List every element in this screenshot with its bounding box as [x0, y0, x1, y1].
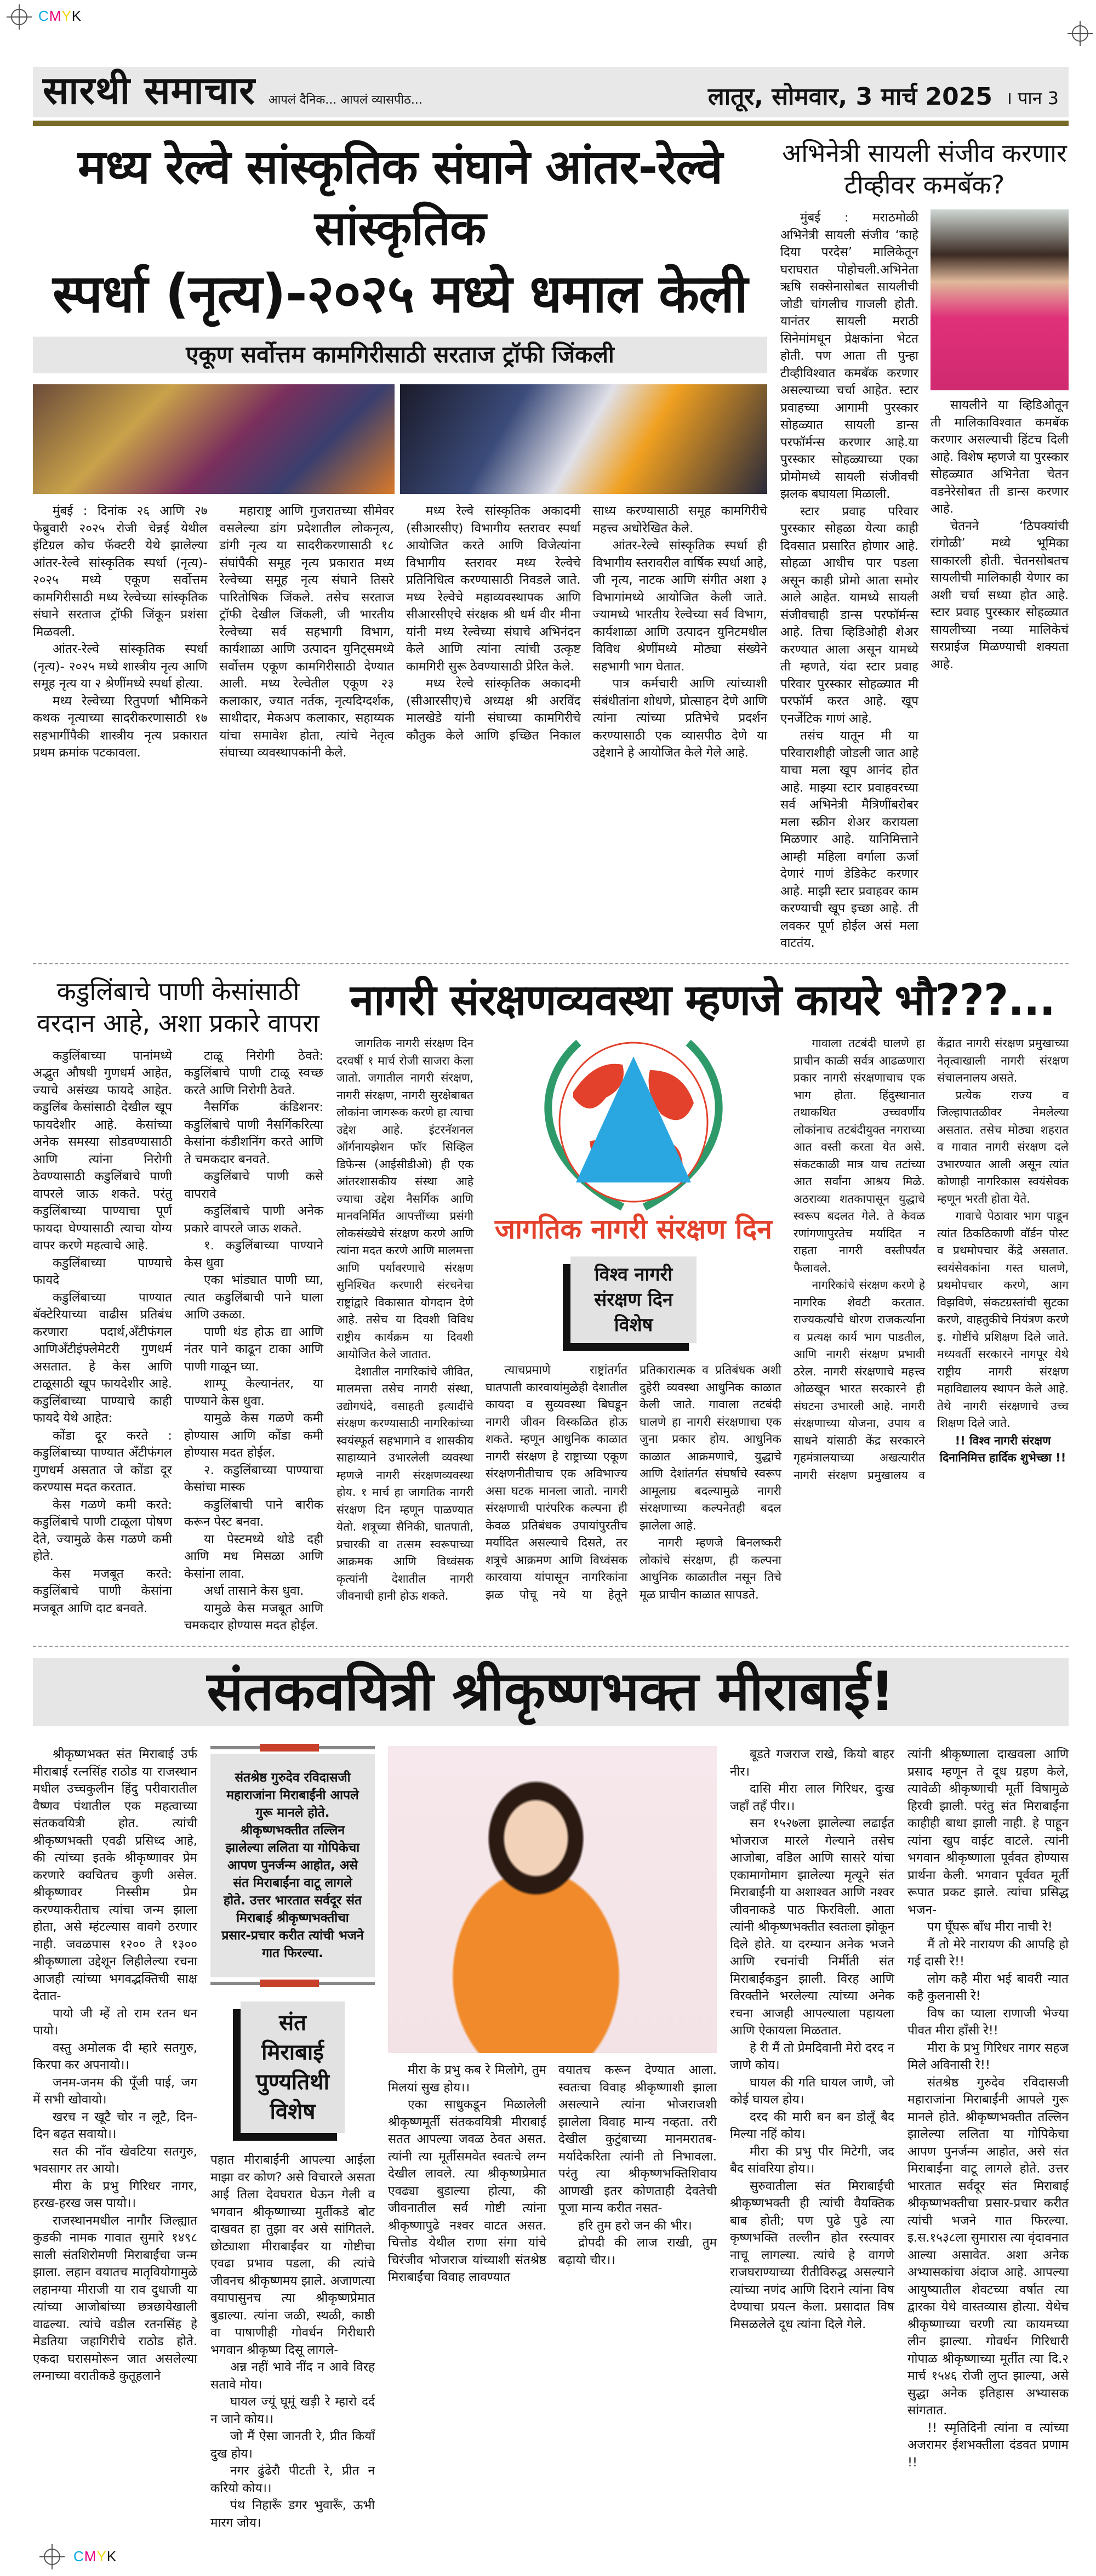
mirabai-col6 — [907, 1746, 1069, 2471]
civil-defence-col-center — [486, 1362, 781, 1603]
cmyk-mark-top — [38, 8, 82, 25]
bottom-print-marks — [44, 2548, 1069, 2565]
paragraph: प्रत्येक राज्य व जिल्हापातळीवर नेमलेल्या असतात. तसेच मोठ्या शहरात व गावात नागरी संरक्षण दले उभारण्यात आली असून त्यांत कोणाही नागरिकास स्वयंसेवक म्हणून भरती होता येते. — [937, 1088, 1069, 1205]
civil-defence-logo-caption: जागतिक नागरी संरक्षण दिन — [494, 1213, 773, 1246]
masthead — [33, 67, 1069, 117]
special-box-line: मिराबाई — [261, 2040, 324, 2066]
verse-line: अन्न नहीं भावे नींद न आवे विरह सतावे मोय। — [210, 2360, 375, 2392]
verse-line: बूडते गजराज राखे, कियो बाहर नीर। — [730, 1747, 894, 1779]
paragraph: पहात मीराबाईंनी आपल्या आईला माझा वर कोण? असे विचारले असता आई तिला देवघरात घेऊन गेली व भगवान श्रीकृष्णाच्या मुर्तीकडे बोट दाखवत हा तुझा वर असे सांगितले. छोट्याशा मीराबाईंवर या गोष्टीचा एवढा प्रभाव पडला, की त्यांचे जीवनच श्रीकृष्णमय झाले. अजाणत्या वयापासुनच त्या श्रीकृष्णप्रेमात बुडाल्या. त्यांना जळी, स्थळी, काष्ठी वा पाषाणीही गोवर्धन गिरीधारी भगवान श्रीकृष्ण दिसू लागले- — [210, 2153, 375, 2357]
paragraph: मध्य रेल्वे सांस्कृतिक अकादमी (सीआरसीए)चे अध्यक्ष श्री अरविंद मालखेडे यांनी संघाच्या कामगिरीचे कौतुक केले आणि इच्छित निकाल साध्य करण्यासाठी समूह कामगिरीचे महत्त्व अधोरेखित केले. — [406, 504, 767, 743]
lead-headline — [33, 137, 767, 328]
mirabai-col5 — [730, 1746, 894, 2333]
masthead-rule — [33, 121, 1069, 126]
paragraph: सुरुवातीला संत मिराबाईंची श्रीकृष्णभक्ती ही त्यांची वैयक्तिक बाब होती; पण पुढे पुढे त्या कृष्णभक्ति तल्लीन होत रस्त्यावर नाचू लागल्या. त्यांचे हे वागणे राजघराण्याच्या रीतीविरुद्ध असल्याने त्यांच्या नणंद आणि दिराने त्यांना विष देण्याचा प्रयत्न केला. प्रसादात विष मिसळलेले दूध त्यांना दिले गेले. — [730, 2179, 894, 2332]
verse-line: मीरा की प्रभु पीर मिटेगी, जद बैद सांवरिया होय।। — [730, 2144, 894, 2176]
actress-story-columns — [780, 201, 1069, 952]
paragraph: कडुलिंबाच्या पाण्यात बॅक्टेरियाच्या वाढीस प्रतिबंध करणारा पदार्थ,अँटीफंगल आणिअँटीइंफ्लेमेटरी गुणधर्म असतात. हे केस आणि टाळूसाठी खूप फायदेशीर आहे. कडुलिंबाच्या पाण्याचे काही फायदे येथे आहेत: — [33, 1290, 172, 1425]
mirabai-quote-box — [210, 1746, 375, 1985]
paragraph: यामुळे केस गळणे कमी होण्यास आणि कोंडा कमी होण्यास मदत होईल. — [184, 1411, 323, 1460]
paragraph: !! विश्व नागरी संरक्षण दिनानिमित्त हार्दिक शुभेच्छा !! — [939, 1434, 1066, 1465]
verse-line: हे री मैं तो प्रेमदिवानी मेरो दरद न जाणे कोय। — [730, 2040, 894, 2073]
special-box-line: संत — [279, 2010, 306, 2036]
paragraph: एका साधुकडून मिळालेली श्रीकृष्णमूर्ती संतकवयित्री मीराबाई सतत आपल्या जवळ ठेवत असत. त्यांनी त्या मूर्तीसमवेत स्वतःचे लग्न देखील लावले. त्या श्रीकृष्णप्रेमात एवढ्या बुडाल्या होत्या, की जीवनातील सर्व गोष्टी त्यांना श्रीकृष्णापुढे नश्वर वाटत असत. चित्तोड येथील राणा संगा यांचे चिरंजीव भोजराज यांच्याशी संतश्रेष्ठ मिराबाईंचा विवाह लावण्यात — [388, 2097, 546, 2285]
special-box-line: विश्व नागरी — [594, 1264, 673, 1286]
paragraph: मुंबई : मराठमोळी अभिनेत्री सायली संजीव ‘काहे दिया परदेस’ मालिकेतून घराघरात पोहोचली.अभिनेता ऋषि सक्सेनासोबत सायलीची जोडी चांगलीच गाजली होती. यानंतर सायली मराठी सिनेमांमधून प्रेक्षकांना भेटत होती. पण आता ती पुन्हा टीव्हीविश्वात कमबॅक करणार असल्याच्या चर्चा आहेत. स्टार प्रवाहच्या आगामी पुरस्कार सोहळ्यात सायली डान्स परफॉर्मन्स करणार आहे.या पुरस्कार सोहळ्याच्या एका प्रोमोमध्ये सायली संजीवची झलक बघायला मिळाली. — [780, 211, 918, 501]
lead-headline-line1: मध्य रेल्वे सांस्कृतिक संघाने आंतर-रेल्वे सांस्कृतिक — [78, 140, 722, 256]
special-box-line: पुण्यतिथी — [256, 2069, 329, 2095]
newspaper-tagline: आपलं दैनिक... आपलं व्यासपीठ... — [268, 93, 423, 107]
lead-photo-group-dancers — [33, 384, 395, 494]
neem-story — [33, 975, 323, 1635]
civil-defence-story — [336, 975, 1069, 1605]
section-divider — [33, 1646, 1069, 1647]
paragraph: आंतर-रेल्वे सांस्कृतिक स्पर्धा (नृत्य)- २०२५ मध्ये शास्त्रीय नृत्य आणि समूह नृत्य या २ श्रेणींमध्ये स्पर्धा होत्या. — [33, 642, 208, 691]
verse-line: खरच न खूटै चोर न लूटै, दिन-दिन बढ़त सवायो।। — [33, 2109, 197, 2142]
mirabai-death-anniversary-special-box — [241, 2001, 345, 2133]
paragraph: सन १५२७ला झालेल्या लढाईत भोजराज मारले गेल्याने तसेच आजोबा, वडिल आणि सासरे यांचा एकामागोमाग झालेल्या मृत्यूने संत मिराबाईंनी या अशाश्वत आणि नश्वर जीवनाकडे पाठ फिरविली. आता त्यांनी श्रीकृष्णभक्तीत स्वतःला झोकून दिले होते. या दरम्यान अनेक भजने आणि रचनांची निर्मीती संत मिराबाईंकडुन झाली. विरह आणि विरक्तीने भरलेल्या त्यांच्या अनेक रचना आजही आपल्याला पहायला आणि ऐकायला मिळतात. — [730, 1816, 894, 2038]
verse-line: मीरा के प्रभु कब रे मिलोगे, तुम मिलयां सुख होय।। — [388, 2063, 546, 2095]
paragraph: राजस्थानमधील नागौर जिल्ह्यात कुडकी नामक गावात सुमारे १४९८ साली संतशिरोमणी मिराबाईंचा जन्म झाला. लहान वयातच मातृवियोगामुळे लहानग्या मीराजी या राव दुधाजी या त्यांच्या आजोबांच्या छत्रछायेखाली वाढल्या. त्यांचे वडील रतनसिंह हे मेडतिया जहागिरीचे राठोड होते. एकदा घरासमोरून जात असलेल्या लग्नाच्या वरातीकडे कुतूहलाने — [33, 2213, 197, 2384]
actress-story-col2 — [931, 209, 1069, 952]
verse-line: मीरा के प्रभु गिरिधर नागर, हरख-हरख जस पायो।। — [33, 2179, 197, 2211]
paragraph: मध्य रेल्वे सांस्कृतिक अकादमी (सीआरसीए) विभागीय स्तरावर स्पर्धा आयोजित करते आणि विजेत्यांना विभागीय स्तरावर मध्य रेल्वेचे प्रतिनिधित्व करण्यासाठी निवडले जाते. मध्य रेल्वेचे महाव्यवस्थापक आणि सीआरसीएचे संरक्षक श्री धर्म वीर मीना यांनी मध्य रेल्वेच्या संघाचे अभिनंदन केले आणि त्यांना त्यांची उत्कृष्ट कामगिरी सुरू ठेवण्यासाठी प्रेरित केले. — [406, 504, 581, 674]
verse-line: द्रोपदी की लाज राखी, तुम बढ़ायो चीर।। — [558, 2236, 717, 2267]
mirabai-center — [388, 1737, 717, 2287]
paragraph: कडुलिंबाचे पाणी कसे वापरावे — [184, 1169, 323, 1201]
paragraph: कडुलिंबाच्या पाण्याचे फायदे — [33, 1255, 172, 1287]
paragraph: या पेस्टमध्ये थोडे दही आणि मध मिसळा आणि केसांना लावा. — [184, 1532, 323, 1581]
paragraph: आंतर-रेल्वे सांस्कृतिक स्पर्धा ही विभागीय स्तरावरील वार्षिक स्पर्धा आहे, जी नृत्य, नाटक आणि संगीत अशा ३ विभागांमध्ये आयोजित केली जाते. ज्यामध्ये भारतीय रेल्वेच्या सर्व विभाग, कार्यशाळा आणि उत्पादन युनिटमधील विविध श्रेणींमध्ये मोठ्या संख्येने सहभागी भाग घेतात. — [592, 538, 767, 674]
paragraph: जागतिक नागरी संरक्षण दिन दरवर्षी १ मार्च रोजी साजरा केला जातो. जगातील नागरी संरक्षण, नागरी संरक्षण, नागरी सुरक्षेबाबत लोकांना जागरूक करणे हा त्याचा उद्देश आहे. इंटरनॅशनल ऑर्गनायझेशन फॉर सिव्हिल डिफेन्स (आईसीडीओ) ही एक आंतरशासकीय संस्था आहे ज्याचा उद्देश नैसर्गिक आणि मानवनिर्मित आपत्तींच्या प्रसंगी लोकसंख्येचे संरक्षण करणे आणि त्यांना मदत करणे आणि मालमत्ता आणि पर्यावरणाचे संरक्षण सुनिश्चित करणारी संरचनेचा राष्ट्रांद्वारे विकासात योगदान देणे आहे. तसेच या दिवशी विविध राष्ट्रीय कार्यक्रम या दिवशी आयोजित केले जातात. — [336, 1037, 473, 1361]
verse-line: घायल की गति घायल जाणै, जो कोई घायल होय। — [730, 2075, 894, 2107]
neem-headline: कडुलिंबाचे पाणी केसांसाठी वरदान आहे, अशा प्रकारे वापरा — [37, 976, 319, 1038]
verse-line: सत की नाँव खेवटिया सतगुरु, भवसागर तर आयो। — [33, 2144, 197, 2176]
paragraph: संतश्रेष्ठ गुरुदेव रविदासजी महाराजांना मिराबाईंनी आपले गुरू मानले होते. श्रीकृष्णभक्तीत तल्लिन झालेल्या ललिता या गोपिकेचा आपण पुनर्जन्म आहोत, असे संत मिराबाईंना वाटू लागले होते. उत्तर भारतात सर्वदूर संत मिराबाई श्रीकृष्णभक्तीचा प्रसार-प्रचार करीत त्यांची भजने गात फिरल्या. इ.स.१५३८ला सुमारास त्या वृंदावनात आल्या असावेत. अशा अनेक अभ्यासकांचा अंदाज आहे. आपल्या आयुष्यातील शेवटच्या वर्षात त्या द्वारका येथे वास्तव्यास होत्या. येथेच श्रीकृष्णाच्या चरणी त्या कायमच्या लीन झाल्या. गोवर्धन गिरिधारी गोपाळ श्रीकृष्णाच्या मूर्तीत त्या दि.२ मार्च १५४६ रोजी लुप्त झाल्या, असे सुद्धा अनेक इतिहास अभ्यासक सांगतात. — [907, 2075, 1069, 2418]
mirabai-col3-4 — [388, 2062, 717, 2287]
verse-line: हरि तुम हरो जन की भीर। — [578, 2218, 692, 2233]
verse-line: वस्तु अमोलक दी म्हारे सतगुरु, किरपा कर अपनायो।। — [33, 2040, 197, 2073]
lead-story-body — [33, 503, 767, 762]
paragraph: तसंच यातून मी या परिवाराशीही जोडली जात आहे याचा मला खूप आनंद होत आहे. माझ्या स्टार प्रवाहवरच्या सर्व अभिनेत्री मैत्रिणींबरोबर मला स्क्रीन शेअर करायला मिळणार आहे. यानिमित्ताने आम्ही महिला वर्गाला ऊर्जा देणारं गाणं डेडिकेट करणार आहे. माझी स्टार प्रवाहवर काम करण्याची खूप इच्छा आहे. ती लवकर पूर्ण होईल असं मला वाटतंय. — [780, 729, 918, 950]
mirabai-story — [33, 1737, 1069, 2532]
paragraph: अर्धा तासाने केस धुवा. — [204, 1584, 304, 1598]
cmyk-m: M — [84, 2548, 97, 2565]
paragraph: २. कडुलिंबाच्या पाण्याचा केसांचा मास्क — [184, 1463, 323, 1494]
verse-line: घायल ज्यूं घूमूं खड़ी रे म्हारो दर्द न जाने कोय।। — [210, 2395, 375, 2426]
quote-text: संतश्रेष्ठ गुरुदेव रविदासजी महाराजांना मिराबाईंनी आपले गुरू मानले होते. श्रीकृष्णभक्तीत तल्लिन झालेल्या ललिता या गोपिकेचा आपण पुनर्जन्म आहोत, असे संत मिराबाईंना वाटू लागले होते. उत्तर भारतात सर्वदूर संत मिराबाई श्रीकृष्णभक्तीचा प्रसार-प्रचार करीत त्यांची भजने गात फिरल्या. — [210, 1754, 375, 1977]
paragraph: एका भांड्यात पाणी घ्या, त्यात कडुलिंबाची पाने घाला आणि उकळा. — [184, 1273, 323, 1322]
lead-story — [33, 137, 767, 762]
paragraph: नागरी म्हणजे बिनलष्करी लोकांचे संरक्षण, ही कल्पना आधुनिक काळातील नसून तिचे मूळ प्राचीन काळात सापडते. — [640, 1536, 781, 1602]
paragraph: मध्य रेल्वेच्या रितुपर्णा भौमिकने कथक नृत्याच्या सादरीकरणासाठी १७ सहभागींपैकी शास्त्रीय नृत्य प्रकारात प्रथम क्रमांक पटकावला. — [33, 693, 208, 760]
top-section — [33, 137, 1069, 952]
paragraph: !! स्मृतिदिनी त्यांना व त्यांच्या अजरामर ईशभक्तीला दंडवत प्रणाम !! — [907, 2420, 1069, 2470]
civil-defence-logo — [513, 1032, 754, 1213]
paragraph: देशातील नागरिकांचे जीवित, मालमत्ता तसेच नागरी संस्था, उद्योगधंदे, वसाहती इत्यादींचे संरक्षण करण्यासाठी नागरिकांच्या स्वयंस्फूर्त सहभागाने व शासकीय साहाय्याने उभारलेली व्यवस्था म्हणजे नागरी संरक्षणव्यवस्था होय. १ मार्च हा जागतिक नागरी संरक्षण दिन म्हणून पाळण्यात येतो. शत्रूच्या सैनिकी, घातपाती, प्रचारकी वा तत्सम स्वरूपाच्या आक्रमक आणि विध्वंसक कृत्यांनी देशातील नागरी जीवनाची हानी होऊ शकते. — [336, 1364, 473, 1603]
paragraph: सायलीने या व्हिडिओतून ती मालिकाविश्वात कमबॅक करणार असल्याची हिंटच दिली आहे. विशेष म्हणजे या पुरस्कार सोहळ्यात अभिनेता चेतन वडनेरेसोबत ती डान्स करणार आहे. — [931, 398, 1069, 516]
cmyk-k: K — [106, 2548, 117, 2565]
paragraph: कडुलिंबाच्या पानांमध्ये अद्भुत औषधी गुणधर्म आहेत, ज्याचे असंख्य फायदे आहेत. कडुलिंब केसांसाठी देखील खूप फायदेशीर आहे. केसांच्या अनेक समस्या सोडवण्यासाठी आणि त्यांना निरोगी ठेवण्यासाठी कडुलिंबाचे पाणी वापरले जाऊ शकते. परंतु कडुलिंबाच्या पाण्याचा पूर्ण फायदा घेण्यासाठी त्याचा योग्य वापर करणे महत्वाचे आहे. — [33, 1048, 172, 1253]
newspaper-page — [33, 33, 1069, 2565]
mirabai-col1 — [33, 1746, 197, 2385]
paragraph: कडुलिंबाचे पाणी अनेक प्रकारे वापरले जाऊ शकते. — [184, 1204, 323, 1236]
verse-line: विष का प्याला राणाजी भेज्या पीवत मीरा हाँसी रे!! — [907, 2006, 1069, 2038]
paragraph: नैसर्गिक कंडिशनर: कडुलिंबाचे पाणी नैसर्गिकरित्या केसांना कंडीशनिंग करते आणि ते चमकदार बनवते. — [184, 1100, 323, 1167]
paragraph: पात्र कर्मचारी आणि त्यांच्याशी संबंधीतांना शोधणे, प्रोत्साहन देणे आणि त्यांना त्यांच्या प्रतिभेचे प्रदर्शन करण्यासाठी एक व्यासपीठ देणे या उद्देशाने हे आयोजित केले गेले आहे. — [592, 676, 767, 760]
cmyk-y: Y — [96, 2548, 107, 2565]
cmyk-c: C — [38, 8, 49, 24]
paragraph: श्रीकृष्णभक्त संत मिराबाई उर्फ मीराबाई रत्नसिंह राठोड या राजस्थान मधील उच्चकुलीन हिंदु परीवारातील वैष्णव पंथातील एक महत्वाच्या संतकवयित्री होत. त्यांची श्रीकृष्णभक्ती एवढी प्रसिध्द आहे, की त्यांच्या इतके श्रीकृष्णावर प्रेम करणारे क्वचितच कुणी असेल. श्रीकृष्णावर निस्सीम प्रेम करण्याकरीताच त्यांचा जन्म झाला होता, असे म्हंटल्यास वावगे ठरणार नाही. जवळपास १२०० ते १३०० श्रीकृष्णाला उद्देशून लिहीलेल्या रचना आजही त्यांच्या भगवद्भक्तिची साक्ष देतात- — [33, 1747, 197, 2004]
verse-line: जनम-जनम की पूँजी पाई, जग में सभी खोवायो। — [33, 2075, 197, 2107]
paragraph: महाराष्ट्र आणि गुजरातच्या सीमेवर वसलेल्या डांग प्रदेशातील लोकनृत्य, डांगी नृत्य या सादरीकरणासाठी १८ संघांपैकी समूह नृत्य प्रकारात मध्य रेल्वेच्या समूह नृत्य संघाने तिसरे पारितोषिक जिंकले. तसेच सरताज ट्रॉफी देखील जिंकली, जी भारतीय रेल्वेच्या सर्व सहभागी विभाग, कार्यशाळा आणि उत्पादन युनिट्समध्ये सर्वोत्तम एकूण कामगिरीसाठी देण्यात आली. मध्य रेल्वेतील एकूण २३ कलाकार, ज्यात नर्तक, नृत्यदिग्दर्शक, साथीदार, मेकअप कलाकार, सहाय्यक यांचा समावेश होता, त्यांचे नेतृत्व संघाच्या व्यवस्थापकांनी केले. — [219, 504, 394, 760]
paragraph: मुंबई : दिनांक २६ आणि २७ फेब्रुवारी २०२५ रोजी चेन्नई येथील इंटिग्रल कोच फॅक्टरी येथे झालेल्या आंतर-रेल्वे सांस्कृतिक स्पर्धा (नृत्य)- २०२५ मध्ये एकूण सर्वोत्तम कामगिरीसाठी मध्य रेल्वेच्या सांस्कृतिक संघाने सरताज ट्रॉफी जिंकून प्रशंसा मिळवली. — [33, 504, 208, 639]
special-box-line: संरक्षण दिन — [594, 1289, 673, 1311]
registration-mark-top-left — [11, 9, 27, 25]
mirabai-col2 — [210, 2152, 375, 2532]
verse-line: मीरा के प्रभु गिरिधर नागर सहज मिले अविनासी रे!! — [907, 2040, 1069, 2073]
actress-headline: अभिनेत्री सायली संजीव करणार टीव्हीवर कमबॅक? — [782, 138, 1067, 200]
paragraph: वयातच करून देण्यात आला. स्वतःचा विवाह श्रीकृष्णाशी झाला असल्याने त्यांना भोजराजशी झालेला विवाह मान्य नव्हता. तरी देखील कुटुंबाच्या मानमरातब-मर्यादेकरिता त्यांनी तो निभावला. परंतु त्या श्रीकृष्णभक्तिशिवाय आणखी इतर कोणताही देवतेची पूजा मान्य करीत नसत- — [558, 2063, 717, 2216]
quote-bar-top — [210, 1746, 375, 1749]
verse-line: लोग कहै मीरा भई बावरी न्यात कहै कुलनासी रे! — [907, 1971, 1069, 2004]
cmyk-c: C — [73, 2548, 84, 2565]
section-divider — [33, 963, 1069, 964]
registration-mark-bottom-left — [44, 2549, 60, 2565]
newspaper-title: सारथी समाचार — [43, 68, 255, 113]
paragraph: गावाचे पेठावार भाग पाडून त्यांत ठिकठिकाणी वॉर्डन पोस्ट व प्रथमोपचार केंद्रे असतात. स्वयंसेवकांना गस्त घालणे, प्रथमोपचार करणे, आग विझविणे, संकटग्रस्तांची सुटका करणे, वाहतुकीचे नियंत्रण करणे इ. गोष्टींचे प्रशिक्षण दिले जाते. मध्यवर्ती सरकारने नागपूर येथे राष्ट्रीय नागरी संरक्षण महाविद्यालय स्थापन केले आहे. तेथे नागरी संरक्षणाचे उच्च शिक्षण दिले जाते. — [937, 1209, 1069, 1430]
paragraph: शाम्पू केल्यानंतर, या पाण्याने केस धुवा. — [184, 1377, 323, 1408]
actress-story-col1 — [780, 209, 918, 952]
paragraph: केस मजबूत करते: कडुलिंबाचे पाणी केसांना मजबूत आणि दाट बनवते. — [33, 1566, 172, 1616]
mirabai-col2-wrap — [210, 1737, 375, 2532]
lead-photo-trophy-ceremony — [400, 384, 767, 494]
verse-line: मैं तो मेरे नारायण की आपहि हो गई दासी रे!! — [907, 1937, 1069, 1969]
paragraph: पाणी थंड होऊ द्या आणि नंतर पाने काढून टाका आणि पाणी गाळून घ्या. — [184, 1324, 323, 1374]
civil-defence-col-right — [794, 1035, 1069, 1484]
verse-line: जो मैं ऐसा जानती रे, प्रीत कियाँ दुख होय। — [210, 2429, 375, 2461]
cmyk-y: Y — [61, 8, 72, 24]
mirabai-headline: संतकवयित्री श्रीकृष्णभक्त मीराबाई! — [33, 1658, 1069, 1727]
paragraph: केस गळणे कमी करते: कडुलिंबाचे पाणी टाळूला पोषण देते, ज्यामुळे केस गळणे कमी होते. — [33, 1497, 172, 1563]
paragraph: नागरिकांचे संरक्षण करणे हे नागरिक शेवटी करतात. राज्यकर्त्यांचे धोरण राजकर्त्यांना व प्रत्यक्ष कार्य भाग पाडतील, आणि नागरी संरक्षण प्रभावी ठरेल. नागरी संरक्षणाचे महत्त्व ओळखून भारत सरकारने ही संघटना उभारली आहे. नागरी संरक्षणाच्या योजना, उपाय व साधने यांसाठी केंद्र सरकारने गृहमंत्रालयाच्या अखत्यारीत नागरी संरक्षण प्रमुखालय व केंद्रात नागरी संरक्षण प्रमुखाच्या नेतृत्वाखाली नागरी संरक्षण संचालनालय असते. — [794, 1037, 1069, 1482]
neem-story-body — [33, 1048, 323, 1635]
cmyk-m: M — [49, 8, 62, 24]
verse-line: दरद की मारी बन बन डोलूँ बैद मिल्या नहिं कोय। — [730, 2109, 894, 2142]
verse-line: नगर ढुंढेरौ पीटती रे, प्रीत न करियो कोय।। — [210, 2464, 375, 2495]
paragraph: १. कडुलिंबाच्या पाण्याने केस धुवा — [184, 1238, 323, 1270]
cmyk-mark-bottom — [73, 2548, 117, 2565]
verse-line: पंथ निहारूँ डगर भुवारूँ, ऊभी मारग जोय। — [210, 2498, 375, 2530]
lead-photos — [33, 384, 767, 494]
lead-subheadline: एकूण सर्वोत्तम कामगिरीसाठी सरताज ट्रॉफी जिंकली — [33, 337, 767, 373]
paragraph: यामुळे केस मजबूत आणि चमकदार होण्यास मदत होईल. — [184, 1601, 323, 1633]
quote-bar-bottom — [210, 1982, 375, 1985]
verse-line: पग घूँघरू बाँध मीरा नाची रे! — [927, 1920, 1053, 1935]
mirabai-illustration — [388, 1746, 717, 2053]
paragraph: त्याचप्रमाणे राष्ट्रांतर्गत घातपाती कारवायांमुळेही देशातील कायदा व सुव्यवस्था बिघडून नागरी जीवन विस्कळित होऊ शकते. म्हणून आधुनिक काळात नागरी संरक्षण हे राष्ट्राच्या एकूण संरक्षणनीतीचाच एक अविभाज्य असा घटक मानला जातो. नागरी संरक्षणाची पारंपरिक कल्पना ही केवळ प्रतिबंधक उपायांपुरतीच मर्यादित असल्याचे दिसते, तर शत्रूचे आक्रमण आणि विध्वंसक कारवाया यांपासून नागरिकांना झळ पोचू नये या हेतूने प्रतिकारात्मक व प्रतिबंधक अशी दुहेरी व्यवस्था आधुनिक काळात केली जाते. गावाला तटबंदी घालणे हा नागरी संरक्षणाचा एक जुना प्रकार होय. आधुनिक काळात आक्रमणाचे, युद्धाचे आणि देशांतर्गत संघर्षाचे स्वरूप आमूलाग्र बदल्यामुळे नागरी संरक्षणाच्या कल्पनेतही बदल झालेला आहे. — [486, 1363, 781, 1602]
special-box-line: विशेष — [614, 1314, 653, 1337]
paragraph: कडुलिंबाची पाने बारीक करून पेस्ट बनवा. — [184, 1497, 323, 1529]
paragraph: कोंडा दूर करते : कडुलिंबाच्या पाण्यात अँटीफंगल गुणधर्म असतात जे कोंडा दूर करण्यास मदत करतात. — [33, 1428, 172, 1494]
verse-line: दासि मीरा लाल गिरिधर, दुःख जहाँ तहँ पीर।। — [730, 1782, 894, 1813]
paragraph: गावाला तटबंदी घालणे हा प्राचीन काळी सर्वत्र आढळणारा प्रकार नागरी संरक्षणाचाच एक भाग होता. हिंदुस्थानात तथाकथित उच्चवर्णीय लोकांनाच तटबंदीयुक्त नगराच्या आत वस्ती करता येत असे. संकटकाळी मात्र याच तटांच्या आत सर्वांना आश्रय मिळे. अठराव्या शतकापासून युद्धाचे स्वरूप बदलत गेले. ते केवळ रणांगणापुरतेच मर्यादित न राहता नागरी वस्तीपर्यंत फैलावले. — [794, 1037, 925, 1275]
paragraph: स्टार प्रवाह परिवार पुरस्कार सोहळा येत्या काही दिवसात प्रसारित होणार आहे. सोहळा आधीच पार पडला असून काही प्रोमो आता समोर आले आहेत. यामध्ये सायली संजीवचाही डान्स परफॉर्मन्स आहे. तिचा व्हिडिओही शेअर करण्यात आला असून यामध्ये ती म्हणते, यंदा स्टार प्रवाह परिवार पुरस्कार सोहळ्यात मी परफॉर्म करत आहे. खूप एनर्जेटिक गाणं आहे. — [780, 504, 918, 726]
civil-defence-center — [486, 1026, 781, 1603]
civil-defence-col-left — [336, 1035, 473, 1605]
registration-mark-top-right — [1072, 25, 1088, 42]
world-civil-defence-day-special-box — [570, 1256, 697, 1343]
verse-line: पायो जी म्हें तो राम रतन धन पायो। — [33, 2006, 197, 2038]
paragraph: त्यांनी श्रीकृष्णाला दाखवला आणि प्रसाद म्हणून ते दूध ग्रहण केले, त्यावेळी श्रीकृष्णाची मूर्ती विषामुळे हिरवी झाली. परंतु संत मिराबाईंना काहीही बाधा झाली नाही. हे पाहून त्यांना खुप वाईट वाटले. त्यांनी भगवान श्रीकृष्णाला पूर्ववत होण्यास प्रार्थना केली. भगवान पूर्ववत मूर्ती रूपात प्रकट झाले. त्यांचा प्रसिद्ध भजन- — [907, 1747, 1069, 1917]
actress-story — [780, 137, 1069, 952]
civil-defence-headline: नागरी संरक्षणव्यवस्था म्हणजे कायरे भौ???... — [350, 975, 1055, 1025]
page-number: । पान 3 — [1005, 88, 1059, 109]
middle-section — [33, 975, 1069, 1635]
special-box-line: विशेष — [270, 2099, 316, 2125]
dateline: लातूर, सोमवार, 3 मार्च 2025 — [707, 83, 992, 111]
paragraph: चेतनने ‘ठिपक्यांची रांगोळी’ मध्ये भूमिका साकारली होती. चेतनसोबतच सायलीची मालिकाही येणार का अशी चर्चा सध्या होत आहे. स्टार प्रवाह पुरस्कार सोहळ्यात सायलीच्या नव्या मालिकेचं सरप्राईज मिळण्याची शक्यता आहे. — [931, 519, 1069, 672]
civil-defence-columns — [336, 1026, 1069, 1605]
paragraph: टाळू निरोगी ठेवते: कडुलिंबाचे पाणी टाळू स्वच्छ करते आणि निरोगी ठेवते. — [184, 1048, 323, 1097]
cmyk-k: K — [71, 8, 82, 24]
actress-photo — [931, 209, 1069, 390]
lead-headline-line2: स्पर्धा (नृत्य)-२०२५ मध्ये धमाल केली — [53, 263, 747, 325]
